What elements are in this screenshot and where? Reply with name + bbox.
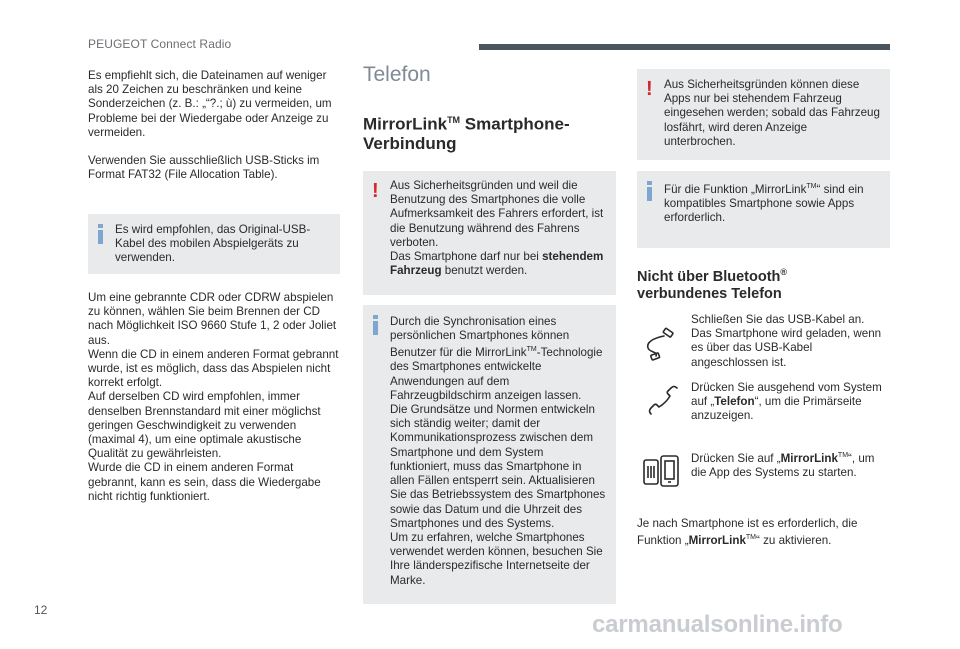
subtitle-mirrorlink-part2: Smartphone-Verbindung (363, 114, 570, 153)
info-box-synchronisation (363, 305, 616, 604)
info-text-requirements (664, 180, 880, 225)
subtitle-not-bluetooth-part2: verbundenes Telefon (637, 285, 782, 302)
paragraph-cd-2: Wenn die CD in einem anderen Format gebrannt wurde, ist es möglich, dass das Abspielen nicht korrekt erfolgt. (88, 347, 339, 390)
warning-box-driving (363, 171, 616, 295)
paragraph-cd-4: Wurde die CD in einem anderen Format gebrannt, kann es sein, dass die Wiedergabe nicht richtig funktioniert. (88, 461, 321, 503)
phone-handset-icon (643, 384, 683, 424)
info-icon (372, 315, 380, 335)
info-text-sync-post: -Technologie des Smartphones entwickelte Anwendungen auf dem Fahrzeugbildschirm anzeigen lassen. (390, 346, 603, 402)
warning-text-driving-1: Aus Sicherheitsgründen und weil die Benutzung des Smartphones die volle Aufmerksamkeit des Fahrers erfordert, ist die Benutzung während des Fahrens verboten. (390, 179, 604, 249)
info-icon (97, 224, 105, 244)
trademark-sup: TM (806, 183, 817, 190)
info-text-sync-1: Die Grundsätze und Normen entwickeln sich ständig weiter; damit der Kommunikationsprozess zwischen dem Smartphone und dem System funktioniert, muss das Smartphone in allen Fällen entsperrt sein. Aktualisieren Sie das Betriebssystem des Smartphones sowie das Datum und die Uhrzeit des Smartphones und des Systems. (390, 403, 606, 530)
step-telefon-text (691, 381, 886, 424)
step-telefon-pre: Drücken Sie ausgehend vom System auf „ (691, 381, 882, 409)
paragraph-cd-1: Um eine gebrannte CDR oder CDRW abspielen zu können, wählen Sie beim Brennen der CD nach Möglichkeit ISO 9660 Stufe 1, 2 oder Joliet aus. (88, 291, 337, 347)
warning-text-bold: stehendem Fahrzeug (390, 250, 604, 278)
trademark-sup: TM (447, 115, 461, 125)
final-post: “ zu aktivieren. (756, 534, 832, 548)
warning-text-apps: Aus Sicherheitsgründen können diese Apps nur bei stehendem Fahrzeug eingesehen werden; sobald das Fahrzeug losfährt, wird deren Anzeige unterbrochen. (664, 78, 880, 148)
info-box-usb-cable (88, 214, 340, 274)
warning-icon: ! (372, 180, 379, 202)
step-telefon-post: “, um die Primärseite anzuzeigen. (691, 395, 862, 423)
info-icon (646, 181, 654, 201)
paragraph-cd-3: Auf derselben CD wird empfohlen, immer denselben Brennstandard mit einer möglichst geringen Geschwindigkeit zu verwenden (maximal 4), um eine optimale akustische Qualität zu gewährleisten. (88, 390, 321, 461)
info-text-sync-pre: Durch die Synchronisation eines persönlichen Smartphones können Benutzer für die MirrorLink (390, 315, 570, 360)
trademark-sup: TM (837, 452, 849, 459)
step-mirrorlink-text (691, 449, 886, 480)
subtitle-mirrorlink-part1: MirrorLink (363, 114, 448, 134)
warning-text-pre: Das Smartphone darf nur bei (390, 250, 543, 264)
paragraph-usb-format: Verwenden Sie ausschließlich USB-Sticks im Format FAT32 (File Allocation Table). (88, 154, 320, 182)
paragraph-activate-mirrorlink (637, 517, 890, 548)
step-telefon-bold: Telefon (714, 395, 755, 409)
page-number: 12 (34, 603, 48, 617)
final-pre: Je nach Smartphone ist es erforderlich, die Funktion „ (637, 517, 858, 548)
warning-box-apps (637, 69, 890, 160)
registered-sup: ® (780, 267, 788, 277)
watermark-text: carmanualsonline.info (592, 611, 843, 638)
warning-text-driving-2 (390, 250, 606, 278)
left-column (88, 69, 342, 182)
step-mirrorlink-pre: Drücken Sie auf „ (691, 451, 781, 465)
subtitle-not-bluetooth (637, 264, 890, 303)
step-mirrorlink-bold: MirrorLink (780, 451, 838, 465)
info-text-req-pre: Für die Funktion „MirrorLink (664, 182, 807, 196)
step-mirrorlink-post: “, um die App des Systems zu starten. (691, 451, 875, 480)
info-box-mirrorlink-requirements (637, 171, 890, 248)
final-bold: MirrorLink (688, 534, 746, 548)
warning-icon: ! (646, 78, 653, 100)
warning-text-post: benutzt werden. (441, 264, 528, 278)
info-text-sync-intro (390, 315, 606, 403)
info-text-req-post: “ sind ein kompatibles Smartphone sowie Apps erforderlich. (664, 182, 864, 225)
header-bar (479, 44, 890, 50)
info-text-usb-cable: Es wird empfohlen, das Original-USB-Kabel des mobilen Abspielgeräts zu verwenden. (115, 223, 311, 265)
left-column-cd (88, 291, 344, 504)
usb-cable-icon (640, 322, 680, 362)
section-title-telefon: Telefon (363, 63, 431, 86)
mirrorlink-icon (641, 452, 681, 492)
subtitle-not-bluetooth-part1: Nicht über Bluetooth (637, 268, 781, 285)
subtitle-mirrorlink (363, 111, 613, 153)
running-header-title: PEUGEOT Connect Radio (88, 37, 232, 51)
paragraph-filenames: Es empfiehlt sich, die Dateinamen auf weniger als 20 Zeichen zu beschränken und keine Sonderzeichen (z. B.: „“?.; ù) zu vermeiden, um Probleme bei der Wiedergabe oder Anzeige zu vermeiden. (88, 69, 332, 139)
info-text-sync-2: Um zu erfahren, welche Smartphones verwendet werden können, besuchen Sie Ihre länderspezifische Internetseite der Marke. (390, 530, 603, 587)
step-usb-text: Schließen Sie das USB-Kabel an. Das Smartphone wird geladen, wenn es über das USB-Kabel angeschlossen ist. (691, 313, 882, 369)
trademark-sup: TM (526, 346, 537, 354)
trademark-sup: TM (745, 534, 757, 542)
